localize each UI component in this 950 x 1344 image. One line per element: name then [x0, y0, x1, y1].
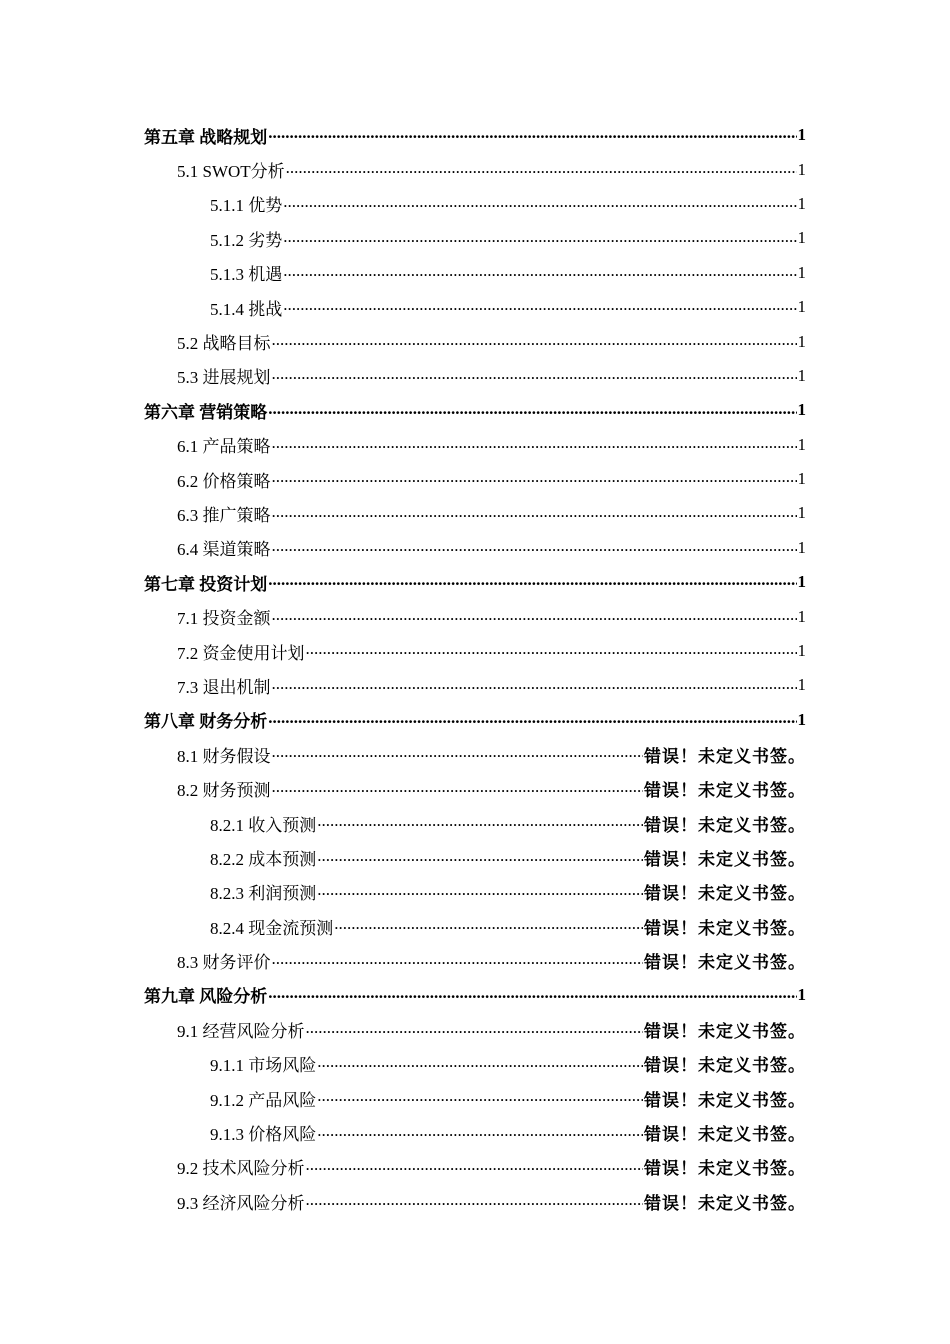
toc-entry-title: 9.1 经营风险分析 — [177, 1021, 305, 1041]
toc-dot-leader — [317, 880, 643, 909]
toc-entry-title: 第七章 投资计划 — [144, 574, 268, 594]
toc-section-entry[interactable] — [0, 187, 950, 221]
toc-entry-page: 1 — [797, 469, 806, 489]
toc-dot-leader — [272, 742, 644, 771]
toc-dot-leader — [283, 192, 796, 221]
toc-entry-page: 1 — [797, 262, 806, 282]
toc-dot-leader — [272, 433, 797, 462]
toc-section-entry[interactable] — [0, 428, 950, 462]
toc-section-entry[interactable] — [0, 1150, 950, 1184]
toc-entry-title: 6.4 渠道策略 — [177, 540, 271, 560]
toc-section-entry[interactable] — [0, 875, 950, 909]
toc-chapter-entry[interactable] — [0, 118, 950, 152]
toc-dot-leader — [272, 605, 797, 634]
toc-entry-page: 1 — [797, 365, 806, 385]
toc-entry-title: 8.1 财务假设 — [177, 746, 271, 766]
toc-dot-leader — [317, 846, 643, 875]
toc-entry-page: 错误！未定义书签。 — [644, 1021, 806, 1042]
toc-section-entry[interactable] — [0, 531, 950, 565]
toc-entry-page: 错误！未定义书签。 — [644, 953, 806, 974]
toc-entry-title: 9.1.1 市场风险 — [210, 1056, 317, 1076]
toc-dot-leader — [268, 708, 796, 737]
toc-chapter-entry[interactable] — [0, 393, 950, 427]
toc-entry-page: 1 — [797, 675, 806, 695]
toc-entry-page: 错误！未定义书签。 — [644, 746, 806, 767]
toc-entry-title: 6.3 推广策略 — [177, 505, 271, 525]
toc-entry-title: 第八章 财务分析 — [144, 712, 268, 732]
toc-entry-page: 1 — [797, 125, 806, 145]
toc-dot-leader — [283, 227, 796, 256]
toc-entry-title: 7.1 投资金额 — [177, 609, 271, 629]
toc-entry-page: 错误！未定义书签。 — [644, 1090, 806, 1111]
toc-dot-leader — [272, 467, 797, 496]
toc-dot-leader — [272, 364, 797, 393]
toc-entry-title: 5.1.1 优势 — [210, 196, 283, 216]
toc-entry-title: 8.2.4 现金流预测 — [210, 918, 334, 938]
toc-entry-title: 9.1.2 产品风险 — [210, 1090, 317, 1110]
toc-entry-title: 8.2 财务预测 — [177, 781, 271, 801]
toc-entry-title: 8.2.3 利润预测 — [210, 884, 317, 904]
toc-section-entry[interactable] — [0, 1012, 950, 1046]
toc-section-entry[interactable] — [0, 771, 950, 805]
toc-entry-title: 6.2 价格策略 — [177, 471, 271, 491]
toc-entry-page: 1 — [797, 228, 806, 248]
toc-section-entry[interactable] — [0, 324, 950, 358]
toc-dot-leader — [272, 330, 797, 359]
toc-dot-leader — [268, 570, 796, 599]
toc-section-entry[interactable] — [0, 1047, 950, 1081]
toc-entry-page: 1 — [797, 434, 806, 454]
toc-dot-leader — [272, 502, 797, 531]
toc-dot-leader — [306, 639, 797, 668]
toc-chapter-entry[interactable] — [0, 703, 950, 737]
toc-entry-title: 6.1 产品策略 — [177, 437, 271, 457]
toc-entry-title: 9.2 技术风险分析 — [177, 1159, 305, 1179]
toc-dot-leader — [317, 1086, 643, 1115]
toc-entry-page: 错误！未定义书签。 — [644, 1193, 806, 1214]
toc-dot-leader — [317, 1052, 643, 1081]
toc-dot-leader — [283, 261, 796, 290]
toc-dot-leader — [306, 1155, 644, 1184]
toc-section-entry[interactable] — [0, 152, 950, 186]
toc-dot-leader — [283, 295, 796, 324]
toc-section-entry[interactable] — [0, 496, 950, 530]
toc-dot-leader — [272, 536, 797, 565]
toc-dot-leader — [268, 983, 796, 1012]
toc-entry-page: 错误！未定义书签。 — [644, 815, 806, 836]
toc-entry-page: 1 — [797, 537, 806, 557]
toc-entry-title: 7.3 退出机制 — [177, 677, 271, 697]
toc-section-entry[interactable] — [0, 1081, 950, 1115]
toc-section-entry[interactable] — [0, 909, 950, 943]
toc-entry-page: 错误！未定义书签。 — [644, 1125, 806, 1146]
toc-entry-title: 5.1 SWOT分析 — [177, 162, 285, 182]
toc-section-entry[interactable] — [0, 290, 950, 324]
toc-section-entry[interactable] — [0, 634, 950, 668]
toc-dot-leader — [272, 777, 644, 806]
toc-entry-title: 9.1.3 价格风险 — [210, 1125, 317, 1145]
toc-entry-page: 1 — [797, 331, 806, 351]
toc-section-entry[interactable] — [0, 1184, 950, 1218]
toc-entry-page: 1 — [797, 503, 806, 523]
toc-section-entry[interactable] — [0, 462, 950, 496]
toc-entry-title: 5.1.4 挑战 — [210, 299, 283, 319]
toc-dot-leader — [268, 399, 796, 428]
toc-entry-page: 1 — [797, 159, 806, 179]
toc-entry-page: 1 — [797, 641, 806, 661]
toc-entry-title: 8.2.1 收入预测 — [210, 815, 317, 835]
toc-dot-leader — [272, 949, 644, 978]
toc-section-entry[interactable] — [0, 221, 950, 255]
toc-dot-leader — [286, 158, 797, 187]
toc-dot-leader — [268, 123, 796, 152]
toc-entry-title: 第九章 风险分析 — [144, 987, 268, 1007]
toc-entry-page: 1 — [797, 606, 806, 626]
toc-entry-title: 8.2.2 成本预测 — [210, 849, 317, 869]
toc-section-entry[interactable] — [0, 840, 950, 874]
toc-dot-leader — [317, 811, 643, 840]
toc-entry-page: 1 — [797, 709, 806, 729]
toc-entry-page: 错误！未定义书签。 — [644, 918, 806, 939]
toc-entry-page: 1 — [797, 984, 806, 1004]
toc-entry-title: 5.1.2 劣势 — [210, 230, 283, 250]
toc-section-entry[interactable] — [0, 943, 950, 977]
toc-entry-title: 第五章 战略规划 — [144, 127, 268, 147]
toc-section-entry[interactable] — [0, 256, 950, 290]
toc-section-entry[interactable] — [0, 599, 950, 633]
toc-entry-page: 错误！未定义书签。 — [644, 884, 806, 905]
toc-entry-title: 5.2 战略目标 — [177, 334, 271, 354]
toc-entry-page: 1 — [797, 400, 806, 420]
toc-entry-page: 错误！未定义书签。 — [644, 1159, 806, 1180]
toc-entry-title: 5.1.3 机遇 — [210, 265, 283, 285]
toc-entry-title: 9.3 经济风险分析 — [177, 1193, 305, 1213]
toc-entry-title: 第六章 营销策略 — [144, 402, 268, 422]
toc-entry-title: 5.3 进展规划 — [177, 368, 271, 388]
toc-section-entry[interactable] — [0, 1115, 950, 1149]
toc-dot-leader — [272, 674, 797, 703]
toc-section-entry[interactable] — [0, 737, 950, 771]
toc-entry-page: 错误！未定义书签。 — [644, 781, 806, 802]
toc-entry-title: 8.3 财务评价 — [177, 953, 271, 973]
toc-entry-page: 1 — [797, 572, 806, 592]
toc-section-entry[interactable] — [0, 359, 950, 393]
toc-chapter-entry[interactable] — [0, 565, 950, 599]
toc-dot-leader — [306, 1018, 644, 1047]
toc-entry-page: 错误！未定义书签。 — [644, 849, 806, 870]
toc-section-entry[interactable] — [0, 806, 950, 840]
table-of-contents — [0, 118, 950, 1219]
toc-entry-page: 错误！未定义书签。 — [644, 1056, 806, 1077]
toc-entry-page: 1 — [797, 193, 806, 213]
toc-dot-leader — [317, 1121, 643, 1150]
toc-dot-leader — [306, 1190, 644, 1219]
toc-entry-page: 1 — [797, 297, 806, 317]
toc-entry-title: 7.2 资金使用计划 — [177, 643, 305, 663]
toc-section-entry[interactable] — [0, 668, 950, 702]
toc-chapter-entry[interactable] — [0, 978, 950, 1012]
toc-dot-leader — [334, 914, 643, 943]
